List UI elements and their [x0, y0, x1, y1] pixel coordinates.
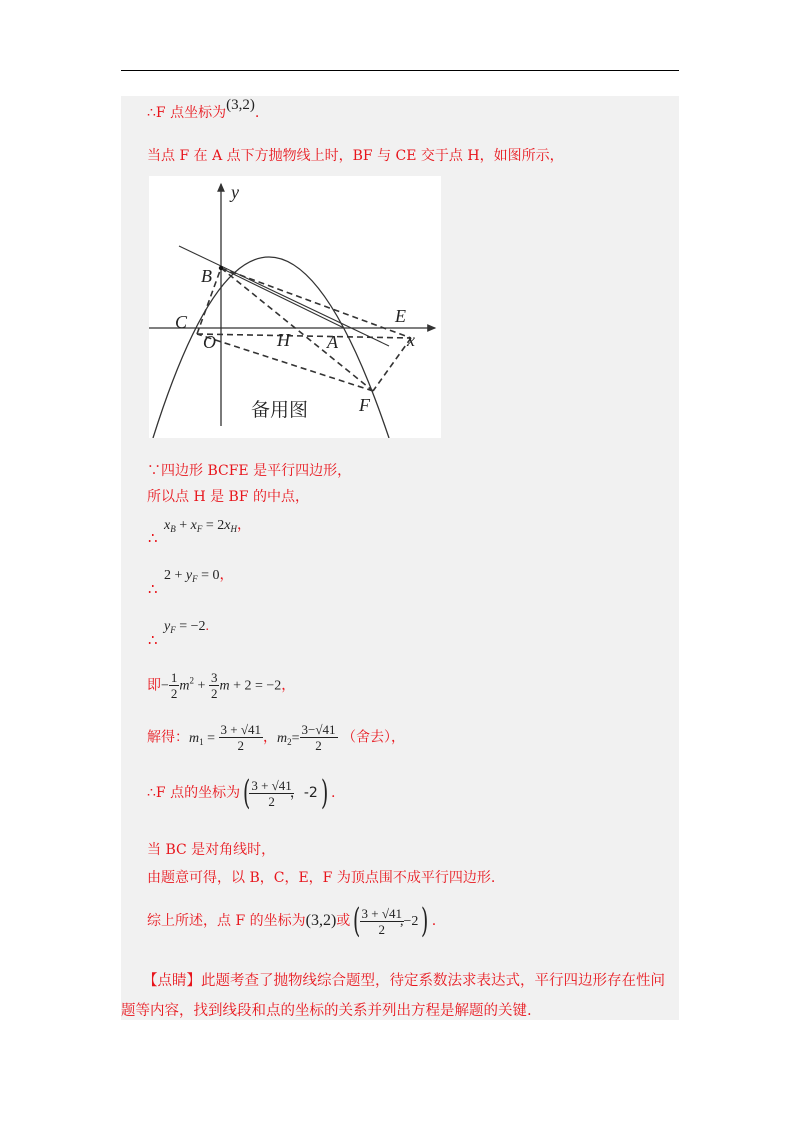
- therefore-symbol: ∴: [147, 105, 156, 121]
- label-y: y: [231, 182, 239, 202]
- equation-midpoint-y: $2 + y_F = 0$，: [164, 568, 234, 584]
- root-2-denominator: 2: [315, 738, 322, 753]
- parabola-figure: [149, 176, 441, 438]
- solve-prefix: 解得：: [147, 729, 189, 746]
- label-a: A: [327, 332, 338, 352]
- root-2-numerator: 3−√41: [301, 722, 336, 737]
- parabola-figure-svg: [149, 176, 441, 438]
- f-coordinate-line-2: ∴F 点的坐标为( $\frac{3 + √41}{2}$ ，-2) .: [147, 773, 336, 813]
- solve-line: 解得：$m_1$ = $\frac{3 + √41}{2}$ ，$m_2=$ $\frac{3-√41}{2}$ （舍去），: [147, 722, 405, 753]
- f-coordinate-line-1: [147, 97, 260, 122]
- case-below-line: 当点 F 在 A 点下方抛物线上时，BF 与 CE 交于点 H，如图所示，: [147, 148, 564, 164]
- eq4-prefix: 即: [147, 677, 161, 694]
- f-coordinate-value: (3,2): [226, 97, 255, 113]
- review-tag: 【点睛】: [143, 973, 201, 989]
- label-e: E: [395, 306, 406, 326]
- point-b: [219, 266, 223, 270]
- label-f: F: [359, 395, 370, 415]
- midpoint-line: 所以点 H 是 BF 的中点，: [147, 489, 310, 505]
- summary-or: 或: [336, 913, 351, 929]
- summary-text: 综上所述，点 F 的坐标为: [147, 913, 306, 929]
- summary-first-coordinate: (3,2): [305, 912, 337, 929]
- f-coordinate-2-text: ∴F 点的坐标为: [147, 785, 241, 801]
- review-paragraph: [121, 966, 679, 1026]
- root-1-numerator: 3 + √41: [220, 722, 261, 737]
- therefore-symbol: ∴: [148, 580, 158, 598]
- therefore-symbol: ∴: [148, 529, 158, 547]
- label-c: C: [175, 312, 188, 332]
- equation-yf: $y_F = -2$.: [164, 619, 210, 635]
- root-1-denominator: 2: [237, 738, 245, 753]
- label-o: O: [203, 332, 216, 352]
- equation-parabola-value: 即− $\frac{1}{2}$ $m^2$ + $\frac{3}{2}$ m + 2 = −2，: [147, 670, 296, 701]
- label-h: H: [277, 330, 290, 350]
- period: .: [254, 105, 260, 121]
- summary-x-numerator: 3 + √41: [361, 905, 403, 921]
- label-x: x: [407, 330, 415, 350]
- summary-line: 综上所述，点 F 的坐标为(3,2)或( $\frac{3 + √41}{2}$ ,−2) .: [147, 901, 437, 941]
- equation-midpoint-x: $x_B + x_F = 2x_H$，: [164, 518, 251, 534]
- parallelogram-dashes: [197, 268, 411, 391]
- f-x-numerator: 3 + √41: [251, 777, 292, 793]
- bc-diagonal-line: 当 BC 是对角线时，: [147, 842, 276, 858]
- review-text: 此题考查了抛物线综合题型，待定系数法求表达式，平行四边形存在性问题等内容，找到线段和点的坐标的关系并列出方程是解题的关键.: [121, 973, 665, 1019]
- f-x-denominator: 2: [268, 793, 275, 809]
- header-rule: [121, 70, 679, 71]
- f-y-value: -2: [303, 785, 318, 801]
- summary-y-value: ,−2: [400, 914, 419, 929]
- f-coordinate-text: F 点坐标为: [155, 105, 227, 121]
- not-parallelogram-line: 由题意可得，以 B，C，E，F 为顶点围不成平行四边形.: [147, 870, 496, 886]
- figure-caption: 备用图: [251, 399, 309, 421]
- therefore-symbol: ∴: [148, 631, 158, 649]
- discard-note: （舍去），: [341, 729, 405, 746]
- summary-x-denominator: 2: [378, 921, 386, 937]
- label-b: B: [201, 266, 212, 286]
- because-parallelogram-line: ∵四边形 BCFE 是平行四边形，: [147, 463, 352, 479]
